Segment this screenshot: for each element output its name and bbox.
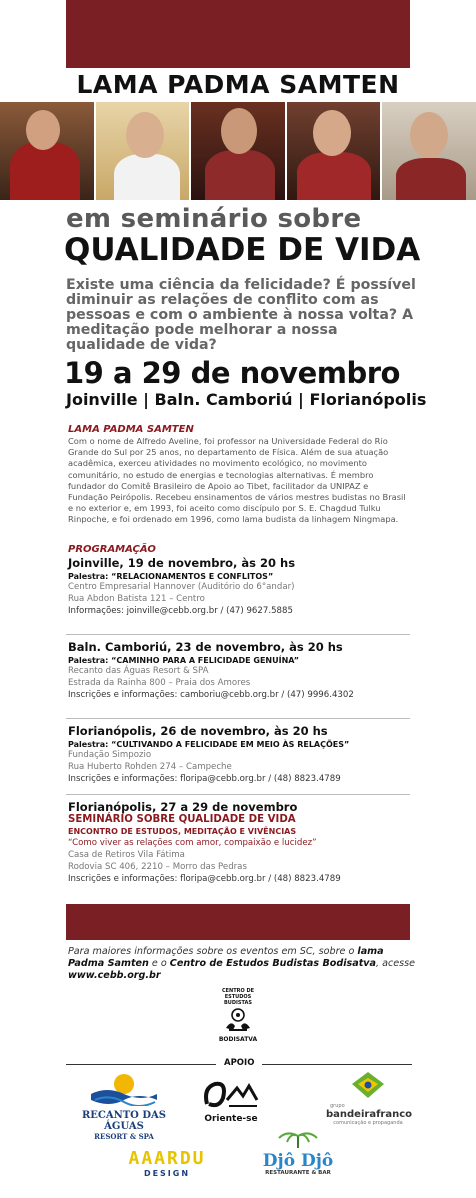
event-heading: Joinville, 19 de novembro, às 20 hs bbox=[68, 556, 296, 570]
oriente-label: Oriente-se bbox=[204, 1114, 258, 1124]
photo-strip bbox=[0, 102, 476, 200]
page-title: LAMA PADMA SAMTEN bbox=[76, 70, 400, 99]
event-joinville bbox=[68, 556, 418, 617]
seminar-place: Casa de Retiros Vila Fátima bbox=[68, 850, 185, 860]
event-address: Rua Abdon Batista 121 – Centro bbox=[68, 594, 205, 604]
bodisatva-logo bbox=[212, 988, 264, 1043]
event-palestra: Palestra: “RELACIONAMENTOS E CONFLITOS” bbox=[68, 572, 274, 581]
divider bbox=[66, 718, 410, 719]
djo-sub: RESTAURANTE & BAR bbox=[265, 1170, 331, 1176]
subtitle-quality-of-life: QUALIDADE DE VIDA bbox=[64, 232, 421, 268]
seminar-quote: “Como viver as relações com amor, compaixão e lucidez” bbox=[68, 838, 317, 848]
event-address: Estrada da Rainha 800 – Praia dos Amores bbox=[68, 678, 251, 688]
event-seminar bbox=[68, 800, 418, 885]
bandeirafranco-label: bandeirafranco bbox=[326, 1109, 413, 1120]
subtitle-seminar: em seminário sobre bbox=[66, 204, 362, 234]
sponsor-bandeirafranco bbox=[326, 1070, 413, 1126]
divider bbox=[66, 634, 410, 635]
seminar-info: Inscrições e informações: floripa@cebb.org.br / (48) 8823.4789 bbox=[68, 874, 341, 884]
djo-label: Djô Djô bbox=[262, 1151, 334, 1171]
recanto-label: RECANTO DAS ÁGUAS bbox=[81, 1110, 167, 1132]
seminar-heading: Florianópolis, 27 a 29 de novembro bbox=[68, 800, 298, 814]
oriente-brush-icon bbox=[199, 1074, 263, 1114]
sponsor-oriente-se bbox=[196, 1074, 266, 1124]
event-place: Recanto das Águas Resort & SPA bbox=[68, 666, 209, 676]
sponsor-aaardu-design bbox=[118, 1148, 216, 1178]
event-camboriu bbox=[68, 640, 418, 701]
bio-heading: LAMA PADMA SAMTEN bbox=[68, 424, 194, 435]
photo-lama-speaking bbox=[191, 102, 285, 200]
more-info-mid: e o bbox=[148, 958, 170, 969]
event-dates: 19 a 29 de novembro bbox=[64, 356, 400, 390]
sponsor-recanto-das-aguas bbox=[74, 1072, 174, 1141]
apoio-heading: APOIO bbox=[216, 1058, 262, 1068]
bodisatva-logo-top: CENTRO DE ESTUDOS BUDISTAS bbox=[221, 988, 255, 1006]
photo-lama-seated bbox=[0, 102, 94, 200]
event-place: Centro Empresarial Hannover (Auditório do 6°andar) bbox=[68, 582, 295, 592]
event-florianopolis bbox=[68, 724, 418, 785]
bottom-banner-bar bbox=[66, 904, 410, 940]
seminar-address: Rodovia SC 406, 2210 – Morro das Pedras bbox=[68, 862, 247, 872]
event-info: Inscrições e informações: floripa@cebb.org.br / (48) 8823.4789 bbox=[68, 774, 341, 784]
aaardu-sub: DESIGN bbox=[143, 1169, 191, 1178]
more-info-centro: Centro de Estudos Budistas Bodisatva bbox=[169, 958, 377, 969]
djo-palm-icon bbox=[273, 1130, 323, 1148]
top-banner-bar bbox=[66, 0, 410, 68]
bandeirafranco-sub: comunicação e propaganda bbox=[333, 1120, 403, 1126]
event-address: Rua Huberto Rohden 274 – Campeche bbox=[68, 762, 232, 772]
seminar-title: SEMINÁRIO SOBRE QUALIDADE DE VIDA bbox=[68, 814, 296, 825]
bodisatva-emblem-icon bbox=[223, 1006, 253, 1032]
aaardu-label: AAARDU bbox=[128, 1148, 206, 1169]
bandeirafranco-group: grupo bbox=[330, 1103, 345, 1109]
event-info: Inscrições e informações: camboriu@cebb.org.br / (47) 9996.4302 bbox=[68, 690, 354, 700]
photo-lama-laughing bbox=[287, 102, 381, 200]
bio-text: Com o nome de Alfredo Aveline, foi professor na Universidade Federal do Rio Grande do Sul por 25 anos, no departamento de Física. Além de sua atuação acadêmica, exerceu atividades no movimento ecológico, no movimento comunitário, no estudo de energias e tecnologias alternativas. É membro fundador do Comitê Brasileiro de Apoio ao Tibet, facilitador da UNIPAZ e Fundação Peirópolis. Recebeu ensinamentos de vários mestres budistas no Brasil e no exterior e, em 1993, foi aceito como discípulo por S. E. Chagdud Tulku Rinpoche, e foi ordenado em 1996, como lama budista da linhagem Ningmapa. bbox=[68, 436, 406, 525]
more-info-text bbox=[68, 946, 416, 982]
sponsor-djo-djo bbox=[254, 1130, 342, 1176]
bodisatva-logo-name: BODISATVA bbox=[218, 1036, 258, 1043]
intro-question: Existe uma ciência da felicidade? É possível diminuir as relações de conflito com as pessoas e com o ambiente à nossa volta? A meditação pode melhorar a nossa qualidade de vida? bbox=[66, 277, 416, 353]
website-link[interactable]: www.cebb.org.br bbox=[68, 970, 161, 981]
programacao-heading: PROGRAMAÇÃO bbox=[68, 544, 156, 555]
seminar-subtitle: ENCONTRO DE ESTUDOS, MEDITAÇÃO E VIVÊNCIAS bbox=[68, 827, 297, 836]
event-info: Informações: joinville@cebb.org.br / (47) 9627.5885 bbox=[68, 606, 293, 616]
recanto-sun-wave-icon bbox=[89, 1072, 159, 1106]
divider bbox=[66, 794, 410, 795]
more-info-post: , acesse bbox=[376, 958, 416, 969]
more-info-lama: lama Padma Samten bbox=[68, 946, 384, 969]
recanto-sub: RESORT & SPA bbox=[94, 1132, 154, 1141]
photo-lama-smiling bbox=[96, 102, 190, 200]
photo-lama-microphone bbox=[382, 102, 476, 200]
bandeirafranco-flag-icon bbox=[350, 1070, 386, 1100]
event-palestra: Palestra: “CAMINHO PARA A FELICIDADE GENUÍNA” bbox=[68, 656, 299, 665]
event-heading: Florianópolis, 26 de novembro, às 20 hs bbox=[68, 724, 328, 738]
event-heading: Baln. Camboriú, 23 de novembro, às 20 hs bbox=[68, 640, 343, 654]
event-place: Fundação Simpozio bbox=[68, 750, 152, 760]
event-palestra: Palestra: “CULTIVANDO A FELICIDADE EM MEIO ÀS RELAÇÕES” bbox=[68, 740, 350, 749]
more-info-pre: Para maiores informações sobre os eventos em SC, sobre o bbox=[68, 946, 358, 957]
event-cities: Joinville | Baln. Camboriú | Florianópolis bbox=[66, 390, 427, 409]
